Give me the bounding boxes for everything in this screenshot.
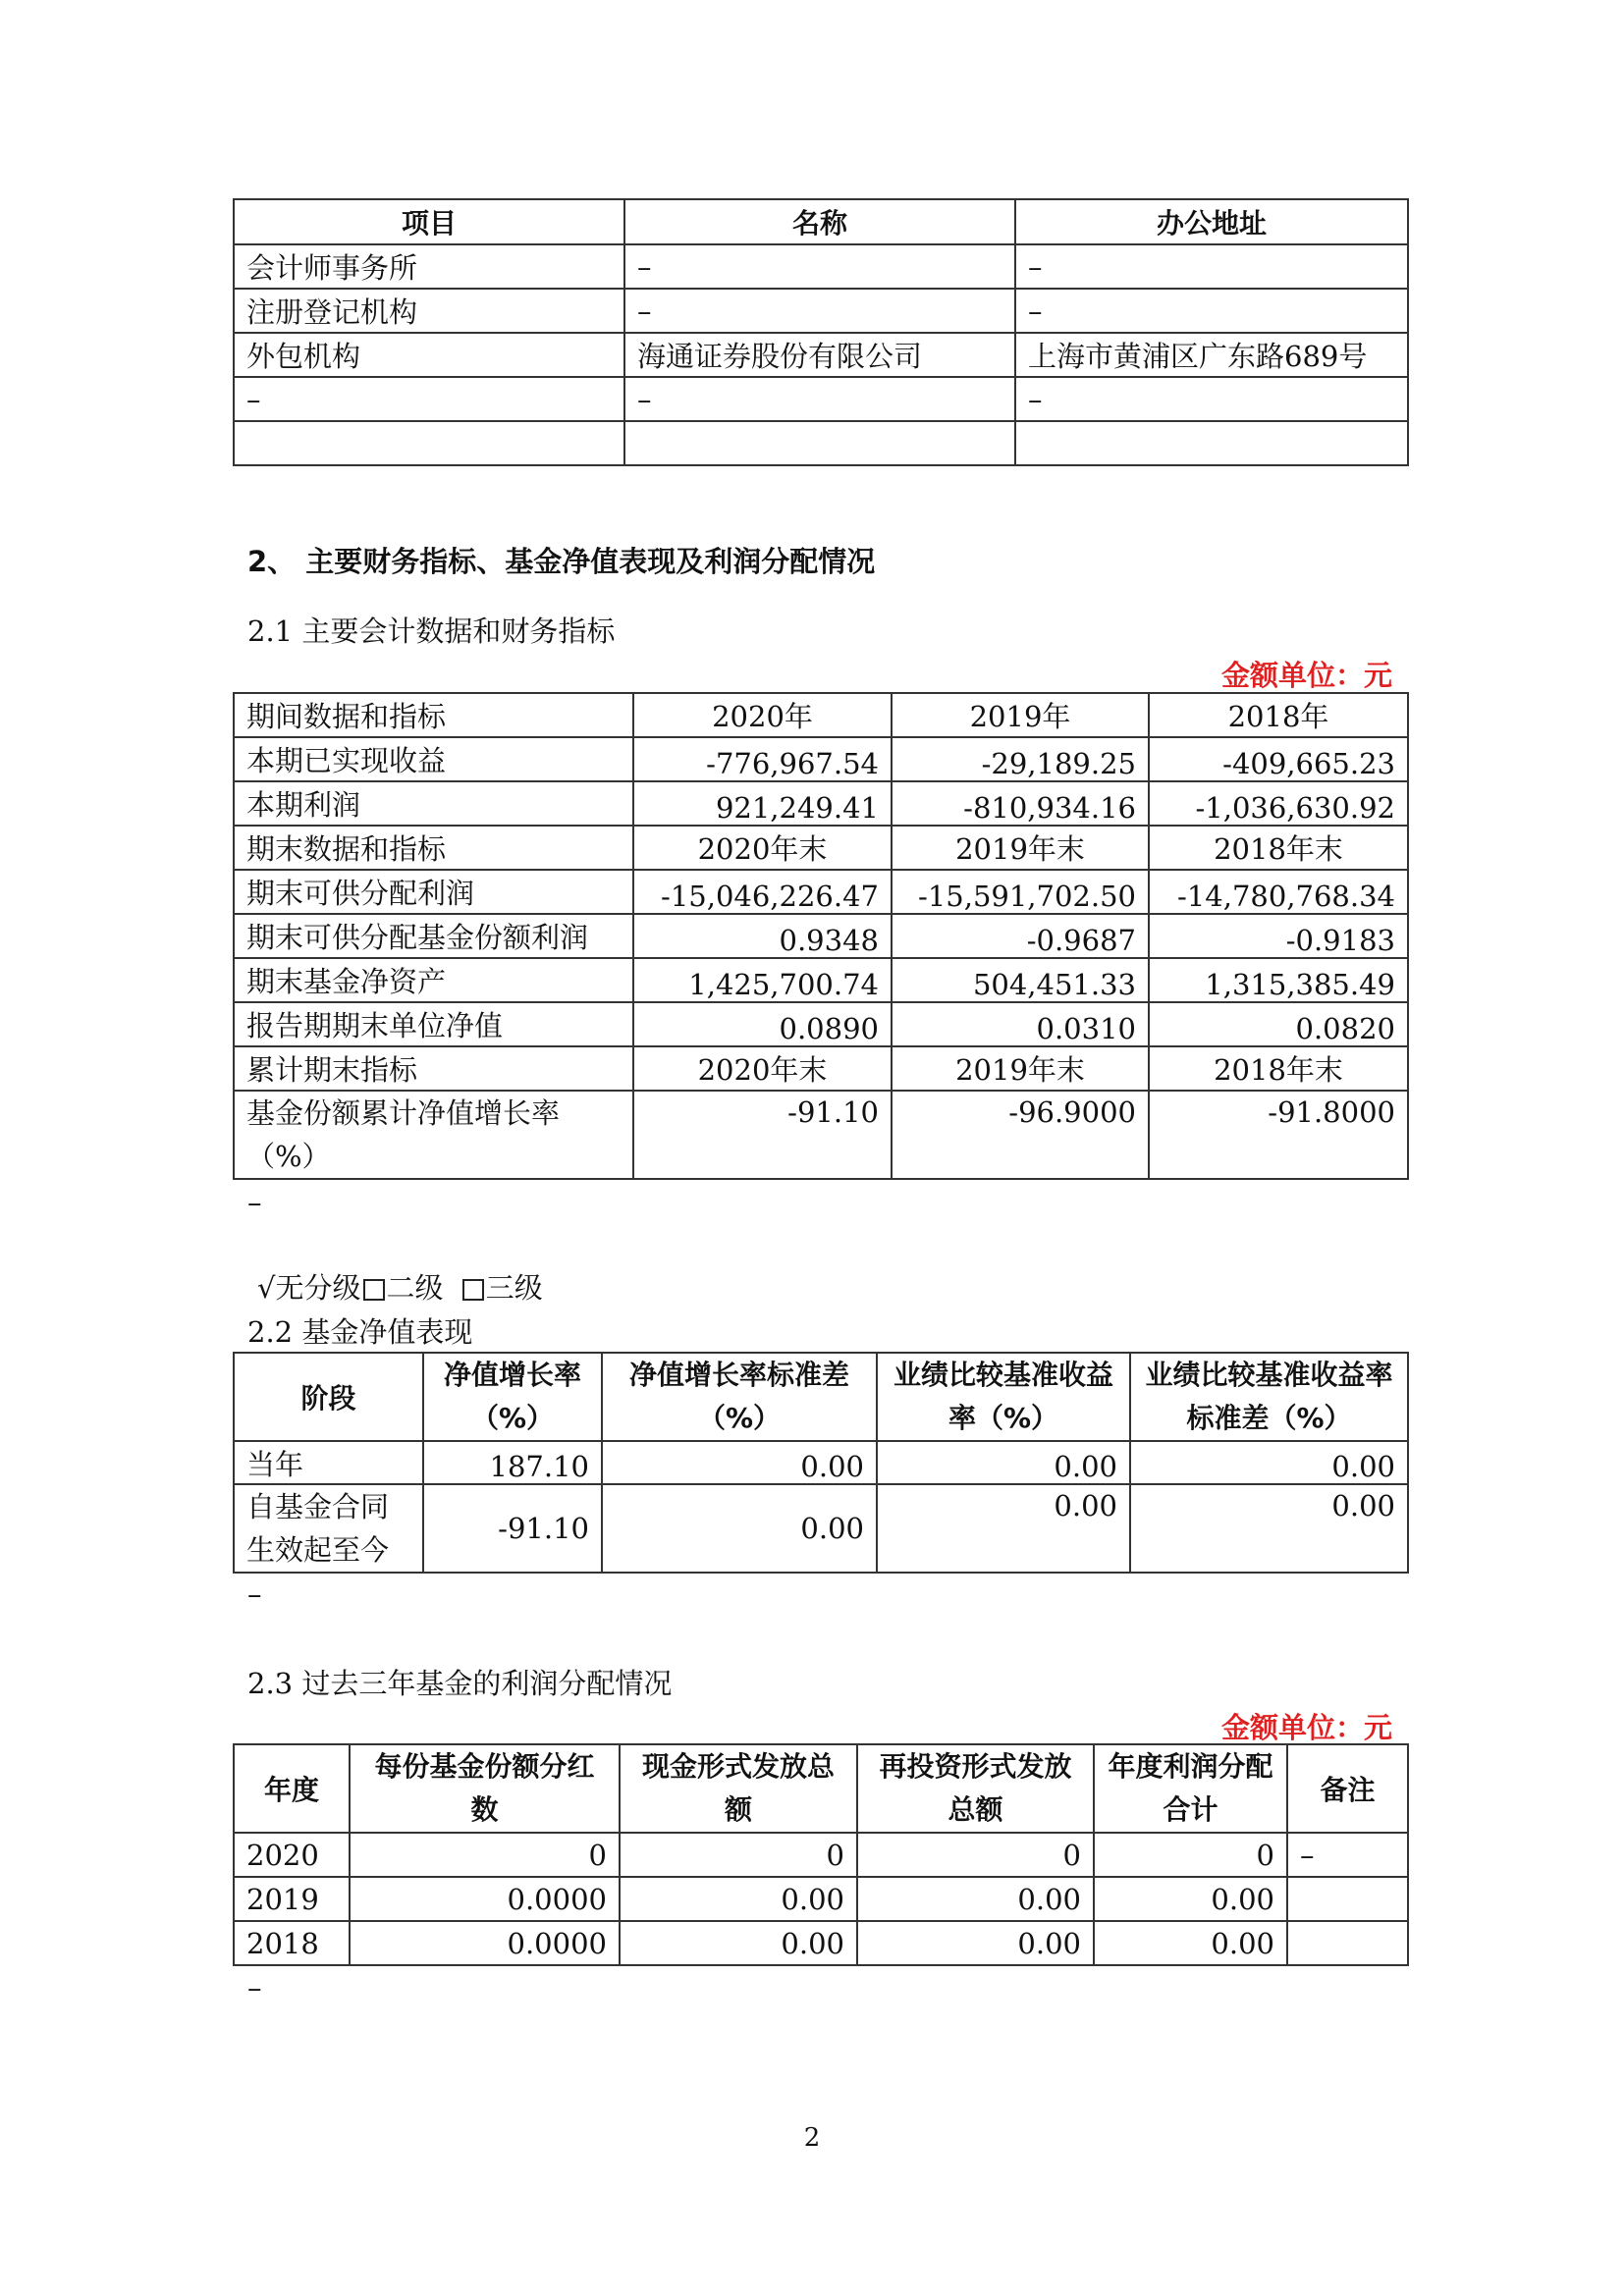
table-header-row <box>234 199 1408 244</box>
table-cell: 2020年 <box>633 693 892 737</box>
table-cell: 注册登记机构 <box>234 289 624 333</box>
table-row <box>234 914 1408 958</box>
table-cell: – <box>1015 377 1408 421</box>
table-cell: 0.00 <box>877 1441 1130 1484</box>
table-row <box>234 1833 1408 1877</box>
classification-option-two: 二级 <box>386 1271 444 1305</box>
note-2-1: – <box>247 1186 262 1219</box>
header-benchmark-return: 业绩比较基准收益率（%） <box>877 1353 1130 1441</box>
institutions-table <box>233 198 1409 466</box>
table-cell: 0.00 <box>1094 1877 1287 1921</box>
table-cell <box>1015 421 1408 465</box>
table-cell: 504,451.33 <box>892 958 1149 1002</box>
table-row <box>234 737 1408 781</box>
table-cell: -0.9183 <box>1149 914 1408 958</box>
table-cell: 0 <box>620 1833 857 1877</box>
table-cell: 报告期期末单位净值 <box>234 1002 633 1046</box>
table-cell: 187.10 <box>423 1441 602 1484</box>
table-cell: 0.00 <box>877 1484 1130 1573</box>
table-cell: 期末可供分配利润 <box>234 870 633 914</box>
table-cell: 2018年末 <box>1149 826 1408 870</box>
table-row <box>234 781 1408 826</box>
table-header-row <box>234 1353 1408 1441</box>
table-cell <box>1287 1877 1408 1921</box>
table-cell: 累计期末指标 <box>234 1046 633 1091</box>
financial-indicators-table <box>233 692 1409 1180</box>
table-cell: 0 <box>857 1833 1094 1877</box>
table-cell: 0.00 <box>620 1877 857 1921</box>
table-cell: 1,425,700.74 <box>633 958 892 1002</box>
table-row <box>234 421 1408 465</box>
table-row <box>234 826 1408 870</box>
table-cell: 0.00 <box>1130 1441 1408 1484</box>
header-dividend-per-share: 每份基金份额分红数 <box>350 1744 620 1833</box>
classification-option-three: 三级 <box>485 1271 543 1305</box>
table-cell: 0 <box>350 1833 620 1877</box>
table-cell: 0.0310 <box>892 1002 1149 1046</box>
table-cell: -776,967.54 <box>633 737 892 781</box>
table-cell: -91.10 <box>633 1091 892 1179</box>
section-2-3-title: 2.3 过去三年基金的利润分配情况 <box>247 1667 673 1700</box>
table-cell: 921,249.41 <box>633 781 892 826</box>
table-cell: 本期已实现收益 <box>234 737 633 781</box>
table-cell: 期末基金净资产 <box>234 958 633 1002</box>
table-row <box>234 289 1408 333</box>
table-cell: – <box>624 289 1015 333</box>
table-cell: 2018年 <box>1149 693 1408 737</box>
table-cell: 当年 <box>234 1441 423 1484</box>
table-cell: 0.00 <box>857 1877 1094 1921</box>
table-cell: 2020 <box>234 1833 350 1877</box>
table-cell: 0.00 <box>620 1921 857 1965</box>
classification-option-none: 无分级 <box>275 1271 361 1305</box>
header-annual-total: 年度利润分配合计 <box>1094 1744 1287 1833</box>
table-cell: -29,189.25 <box>892 737 1149 781</box>
profit-distribution-table <box>233 1743 1409 1966</box>
table-cell: – <box>1287 1833 1408 1877</box>
table-row <box>234 1046 1408 1091</box>
table-cell: -15,591,702.50 <box>892 870 1149 914</box>
table-row <box>234 1921 1408 1965</box>
table-cell: -91.10 <box>423 1484 602 1573</box>
checkbox-icon <box>363 1279 385 1301</box>
table-row <box>234 1484 1408 1573</box>
table-cell: 0.0890 <box>633 1002 892 1046</box>
header-name: 名称 <box>624 199 1015 244</box>
table-cell <box>234 421 624 465</box>
table-row <box>234 244 1408 289</box>
table-cell: 期末数据和指标 <box>234 826 633 870</box>
table-cell: 期末可供分配基金份额利润 <box>234 914 633 958</box>
table-cell: 0.00 <box>602 1441 877 1484</box>
header-item: 项目 <box>234 199 624 244</box>
section-2-1-title: 2.1 主要会计数据和财务指标 <box>247 614 616 648</box>
table-cell: – <box>1015 289 1408 333</box>
table-cell: 本期利润 <box>234 781 633 826</box>
header-remarks: 备注 <box>1287 1744 1408 1833</box>
table-row <box>234 693 1408 737</box>
unit-label-2-1: 金额单位：元 <box>1220 659 1392 692</box>
table-cell: 0.0000 <box>350 1921 620 1965</box>
section-2-2-title: 2.2 基金净值表现 <box>247 1315 473 1349</box>
section-2-heading: 2、 主要财务指标、基金净值表现及利润分配情况 <box>247 545 876 578</box>
table-row <box>234 333 1408 377</box>
table-row <box>234 1877 1408 1921</box>
table-cell: – <box>1015 244 1408 289</box>
table-cell: 0.00 <box>1094 1921 1287 1965</box>
table-cell: 0.00 <box>1130 1484 1408 1573</box>
unit-label-2-3: 金额单位：元 <box>1220 1711 1392 1744</box>
table-cell: – <box>234 377 624 421</box>
table-cell: -409,665.23 <box>1149 737 1408 781</box>
table-header-row <box>234 1744 1408 1833</box>
page-number: 2 <box>803 2123 821 2153</box>
table-cell: 0.9348 <box>633 914 892 958</box>
table-cell: – <box>624 377 1015 421</box>
table-row <box>234 1091 1408 1179</box>
table-cell: 2020年末 <box>633 1046 892 1091</box>
table-cell: -96.9000 <box>892 1091 1149 1179</box>
table-cell: -15,046,226.47 <box>633 870 892 914</box>
table-row <box>234 958 1408 1002</box>
table-cell: 海通证券股份有限公司 <box>624 333 1015 377</box>
table-row <box>234 377 1408 421</box>
note-2-2: – <box>247 1577 262 1611</box>
table-cell: 2019年末 <box>892 1046 1149 1091</box>
table-cell: 期间数据和指标 <box>234 693 633 737</box>
header-year: 年度 <box>234 1744 350 1833</box>
table-cell: -91.8000 <box>1149 1091 1408 1179</box>
table-row <box>234 870 1408 914</box>
table-cell: 0.00 <box>602 1484 877 1573</box>
table-cell <box>624 421 1015 465</box>
table-cell: 0 <box>1094 1833 1287 1877</box>
table-cell: – <box>624 244 1015 289</box>
note-2-3: – <box>247 1971 262 2004</box>
table-cell: 2018 <box>234 1921 350 1965</box>
header-benchmark-std: 业绩比较基准收益率标准差（%） <box>1130 1353 1408 1441</box>
table-row <box>234 1002 1408 1046</box>
table-cell: 0.0000 <box>350 1877 620 1921</box>
check-mark-icon: √ <box>257 1271 276 1305</box>
table-cell: 外包机构 <box>234 333 624 377</box>
table-cell: 1,315,385.49 <box>1149 958 1408 1002</box>
header-nav-growth: 净值增长率（%） <box>423 1353 602 1441</box>
table-cell: 0.0820 <box>1149 1002 1408 1046</box>
classification-line <box>257 1266 543 1307</box>
table-cell: 2019年末 <box>892 826 1149 870</box>
table-cell: -0.9687 <box>892 914 1149 958</box>
table-cell: 上海市黄浦区广东路689号 <box>1015 333 1408 377</box>
table-cell: 2020年末 <box>633 826 892 870</box>
header-cash-total: 现金形式发放总额 <box>620 1744 857 1833</box>
table-cell: -1,036,630.92 <box>1149 781 1408 826</box>
table-cell: 0.00 <box>857 1921 1094 1965</box>
header-address: 办公地址 <box>1015 199 1408 244</box>
header-nav-growth-std: 净值增长率标准差（%） <box>602 1353 877 1441</box>
table-cell: 2019 <box>234 1877 350 1921</box>
table-cell: 2018年末 <box>1149 1046 1408 1091</box>
header-reinvest-total: 再投资形式发放总额 <box>857 1744 1094 1833</box>
table-cell <box>1287 1921 1408 1965</box>
header-stage: 阶段 <box>234 1353 423 1441</box>
table-cell: 2019年 <box>892 693 1149 737</box>
table-cell: 自基金合同生效起至今 <box>234 1484 423 1573</box>
checkbox-icon <box>462 1279 484 1301</box>
table-row <box>234 1441 1408 1484</box>
table-cell: -810,934.16 <box>892 781 1149 826</box>
table-cell: 会计师事务所 <box>234 244 624 289</box>
nav-performance-table <box>233 1352 1409 1574</box>
table-cell: 基金份额累计净值增长率（%） <box>234 1091 633 1179</box>
table-cell: -14,780,768.34 <box>1149 870 1408 914</box>
